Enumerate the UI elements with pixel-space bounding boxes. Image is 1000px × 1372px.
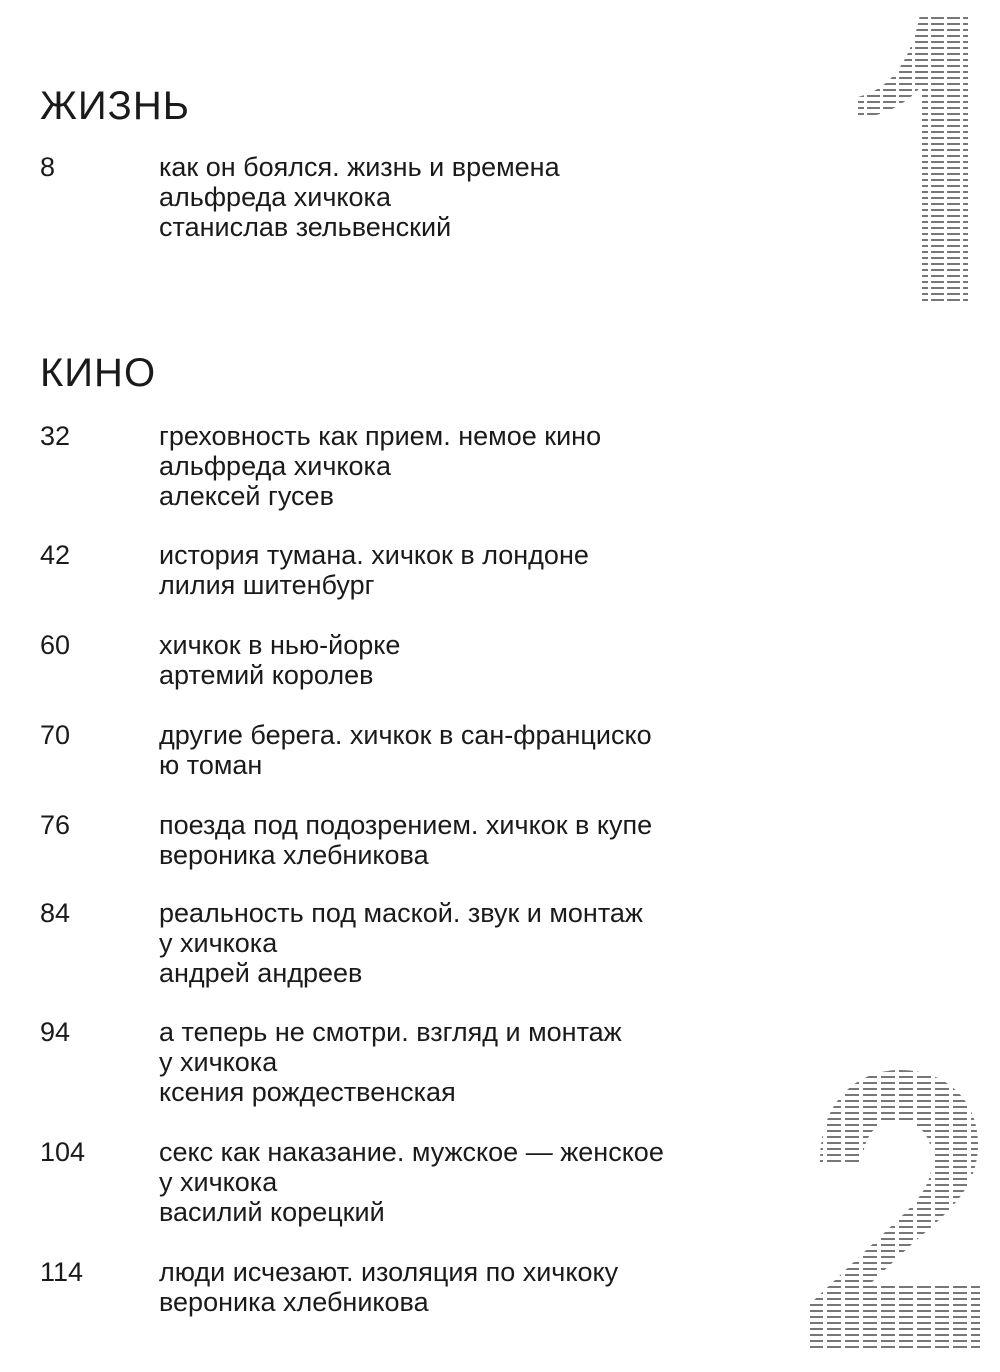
entry-line: василий корецкий — [159, 1197, 385, 1227]
entry-line: вероника хлебникова — [159, 1287, 429, 1317]
page-number: 84 — [40, 898, 71, 928]
numeral-one-graphic — [850, 15, 980, 315]
page-number: 76 — [40, 810, 71, 840]
entry-text — [159, 421, 601, 511]
entry-line: вероника хлебникова — [159, 840, 429, 870]
entry-line: ю томан — [159, 750, 263, 780]
entry-text — [159, 630, 400, 690]
numeral-two-graphic — [808, 1062, 988, 1362]
entry-text — [159, 1257, 618, 1317]
entry-line: греховность как прием. немое кино — [159, 421, 602, 451]
entry-line: поезда под подозрением. хичкок в купе — [159, 810, 653, 840]
entry-line: история тумана. хичкок в лондоне — [159, 540, 589, 570]
entry-line: у хичкока — [159, 928, 278, 958]
entry-line: у хичкока — [159, 1167, 278, 1197]
entry-line: а теперь не смотри. взгляд и монтаж — [159, 1017, 622, 1047]
entry-line: другие берега. хичкок в сан-франциско — [159, 720, 652, 750]
page-number: 104 — [40, 1137, 86, 1167]
entry-text — [159, 720, 652, 780]
entry-line: лилия шитенбург — [159, 570, 375, 600]
entry-line: как он боялся. жизнь и времена — [159, 152, 560, 182]
entry-text — [159, 810, 652, 870]
entry-text — [159, 152, 560, 242]
page-number: 94 — [40, 1017, 71, 1047]
entry-line: станислав зельвенский — [159, 212, 452, 242]
entry-line: артемий королев — [159, 660, 374, 690]
entry-text — [159, 1137, 664, 1227]
page-number: 70 — [40, 720, 71, 750]
entry-line: люди исчезают. изоляция по хичкоку — [159, 1257, 619, 1287]
entry-text — [159, 898, 643, 988]
entry-line: альфреда хичкока — [159, 182, 391, 212]
entry-line: хичкок в нью-йорке — [159, 630, 401, 660]
entry-line: альфреда хичкока — [159, 451, 391, 481]
entry-text — [159, 540, 589, 600]
entry-line: у хичкока — [159, 1047, 278, 1077]
section-title-life: ЖИЗНЬ — [40, 84, 190, 128]
page-number: 8 — [40, 152, 56, 182]
entry-line: алексей гусев — [159, 481, 334, 511]
section-title-cinema: КИНО — [40, 351, 157, 395]
entry-line: секс как наказание. мужское — женское — [159, 1137, 664, 1167]
page-number: 114 — [40, 1257, 84, 1287]
page-number: 60 — [40, 630, 71, 660]
entry-line: андрей андреев — [159, 958, 363, 988]
entry-line: ксения рождественская — [159, 1077, 456, 1107]
page-number: 32 — [40, 421, 71, 451]
entry-text — [159, 1017, 622, 1107]
entry-line: реальность под маской. звук и монтаж — [159, 898, 643, 928]
page-number: 42 — [40, 540, 71, 570]
